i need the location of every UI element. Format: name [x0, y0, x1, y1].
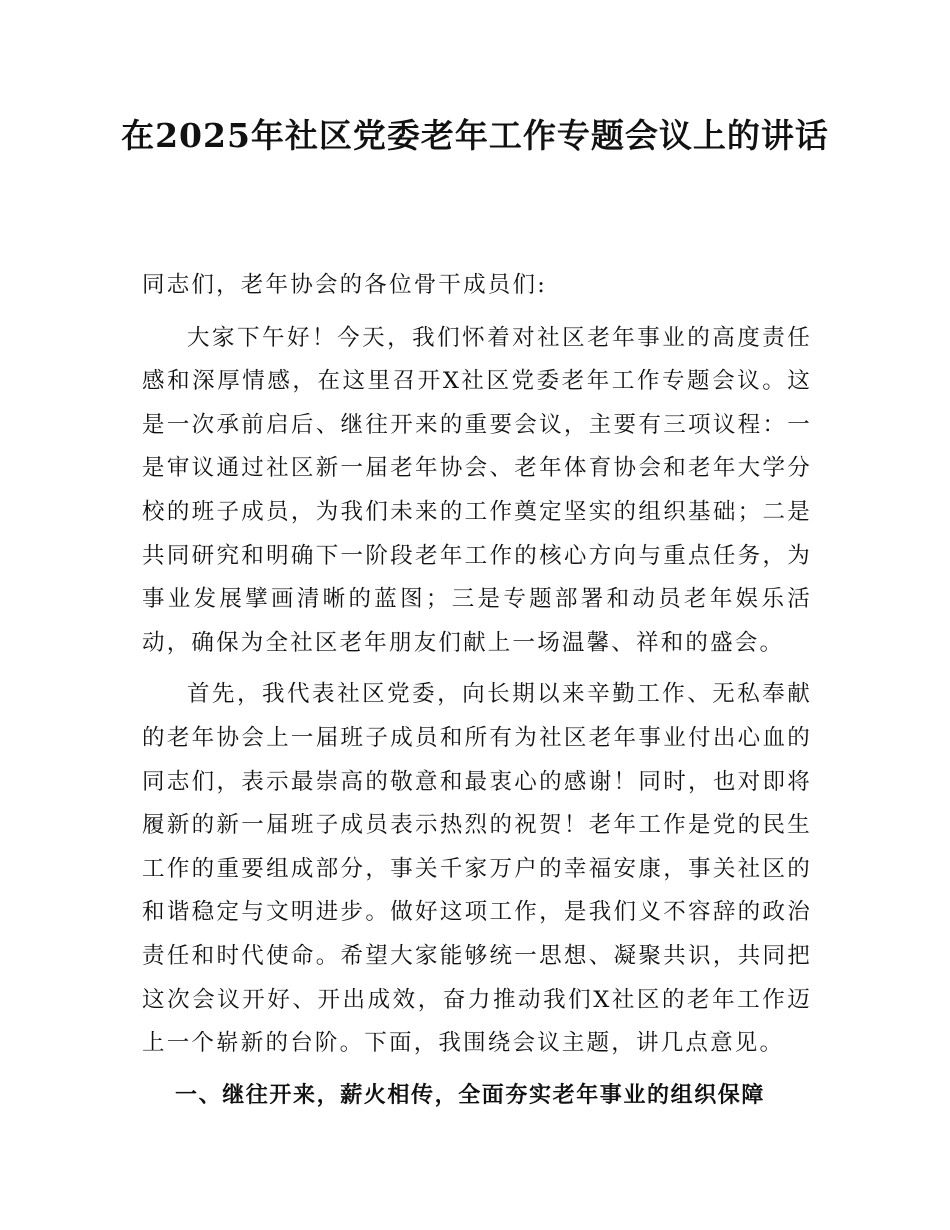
document-body: [142, 264, 812, 1117]
paragraph-thanks: 首先，我代表社区党委，向长期以来辛勤工作、无私奉献的老年协会上一届班子成员和所有为社区老年事业付出心血的同志们，表示最崇高的敬意和最衷心的感谢！同时，也对即将履新的新一届班子成员表示热烈的祝贺！老年工作是党的民生工作的重要组成部分，事关千家万户的幸福安康，事关社区的和谐稳定与文明进步。做好这项工作，是我们义不容辞的政治责任和时代使命。希望大家能够统一思想、凝聚共识，共同把这次会议开好、开出成效，奋力推动我们X社区的老年工作迈上一个崭新的台阶。下面，我围绕会议主题，讲几点意见。: [142, 681, 812, 1057]
paragraph-opening: 大家下午好！今天，我们怀着对社区老年事业的高度责任感和深厚情感，在这里召开X社区党委老年工作专题会议。这是一次承前启后、继往开来的重要会议，主要有三项议程：一是审议通过社区新一届老年协会、老年体育协会和老年大学分校的班子成员，为我们未来的工作奠定坚实的组织基础；二是共同研究和明确下一阶段老年工作的核心方向与重点任务，为事业发展擘画清晰的蓝图；三是专题部署和动员老年娱乐活动，确保为全社区老年朋友们献上一场温馨、祥和的盛会。: [142, 324, 812, 656]
salutation: 同志们，老年协会的各位骨干成员们:: [142, 272, 547, 298]
document-title: 在2025年社区党委老年工作专题会议上的讲话: [121, 116, 829, 155]
section-heading-1: 一、继往开来，薪火相传，全面夯实老年事业的组织保障: [175, 1082, 766, 1108]
